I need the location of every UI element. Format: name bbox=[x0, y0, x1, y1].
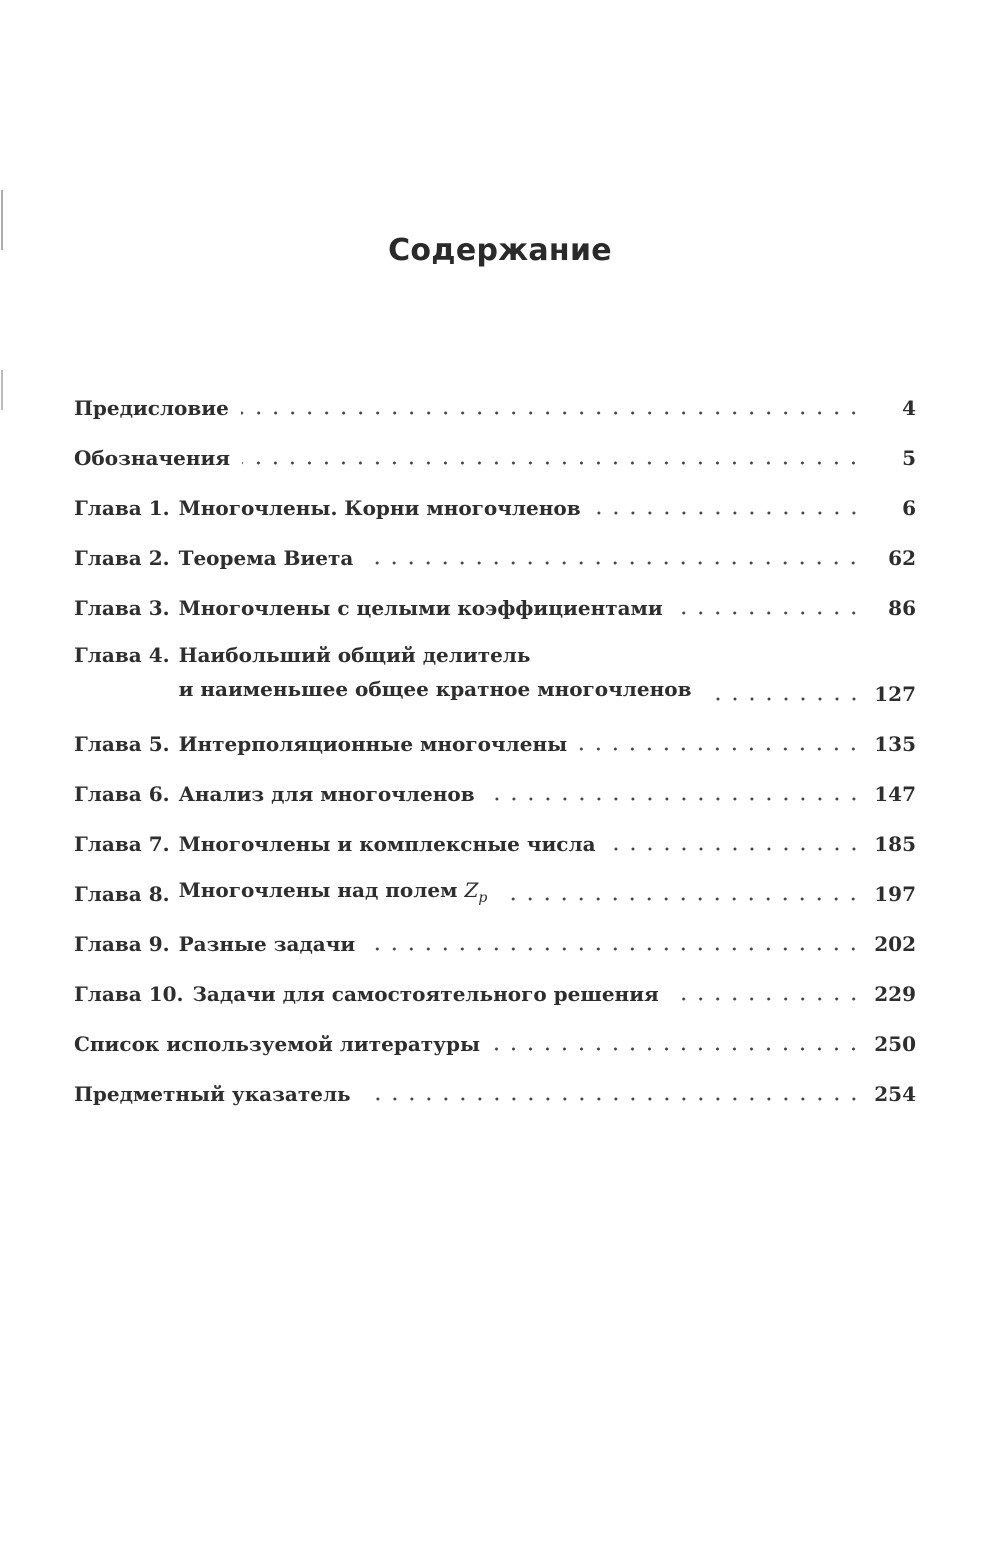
field-symbol-subscript: p bbox=[478, 890, 488, 906]
dot-leader bbox=[593, 496, 862, 516]
toc-entry-chapter-3[interactable] bbox=[74, 570, 916, 620]
toc-entry-chapter-10[interactable] bbox=[74, 956, 916, 1006]
toc-entry-title-line-1: Наибольший общий делитель bbox=[178, 643, 531, 667]
dot-leader bbox=[241, 396, 862, 416]
chapter-label: Глава 3. bbox=[74, 596, 170, 620]
toc-entry-title: Анализ для многочленов bbox=[178, 782, 475, 806]
dot-leader bbox=[499, 882, 862, 902]
dot-leader bbox=[608, 832, 862, 852]
dot-leader bbox=[242, 446, 862, 466]
toc-page-number: 4 bbox=[902, 396, 916, 420]
toc-entry-title: Теорема Виета bbox=[178, 546, 354, 570]
dot-leader bbox=[367, 932, 862, 952]
toc-page-number: 254 bbox=[874, 1082, 916, 1106]
toc-entry-bibliography[interactable] bbox=[74, 1006, 916, 1056]
toc-page-number: 202 bbox=[874, 932, 916, 956]
field-symbol bbox=[464, 878, 488, 906]
toc-entry-title: Задачи для самостоятельного решения bbox=[192, 982, 659, 1006]
toc-entry-chapter-9[interactable] bbox=[74, 906, 916, 956]
chapter-label: Глава 8. bbox=[74, 882, 170, 906]
toc-page-number: 197 bbox=[874, 882, 916, 906]
chapter-label: Глава 4. bbox=[74, 643, 170, 667]
toc-entry-notation[interactable] bbox=[74, 420, 916, 470]
toc-entry-preface[interactable] bbox=[74, 370, 916, 420]
field-symbol-base: Z bbox=[464, 878, 479, 902]
toc-page-number: 6 bbox=[902, 496, 916, 520]
page-title: Содержание bbox=[388, 233, 612, 268]
toc-entry-title bbox=[179, 878, 488, 906]
toc-page-number: 86 bbox=[888, 596, 916, 620]
chapter-label: Глава 5. bbox=[74, 732, 170, 756]
toc-entry-title: Обозначения bbox=[74, 446, 231, 470]
dot-leader bbox=[675, 596, 862, 616]
toc-entry-title-line-2: и наименьшее общее кратное многочленов bbox=[178, 677, 692, 701]
toc-entry-title: Предметный указатель bbox=[74, 1082, 351, 1106]
toc-page-number: 147 bbox=[874, 782, 916, 806]
toc-entry-index[interactable] bbox=[74, 1056, 916, 1106]
toc-entry-chapter-7[interactable] bbox=[74, 806, 916, 856]
toc-entry-chapter-8[interactable] bbox=[74, 856, 916, 906]
dot-leader bbox=[671, 982, 862, 1002]
dot-leader bbox=[487, 782, 862, 802]
dot-leader bbox=[704, 682, 863, 702]
dot-leader bbox=[365, 546, 862, 566]
chapter-label: Глава 9. bbox=[74, 932, 170, 956]
toc-page-number: 229 bbox=[874, 982, 916, 1006]
chapter-label: Глава 6. bbox=[74, 782, 170, 806]
toc-entry-chapter-6[interactable] bbox=[74, 756, 916, 806]
toc-page-number: 185 bbox=[874, 832, 916, 856]
dot-leader bbox=[363, 1082, 862, 1102]
toc-entry-chapter-1[interactable] bbox=[74, 470, 916, 520]
dot-leader bbox=[579, 732, 862, 752]
dot-leader bbox=[492, 1032, 862, 1052]
chapter-label: Глава 10. bbox=[74, 982, 184, 1006]
chapter-label: Глава 7. bbox=[74, 832, 170, 856]
toc-entry-title: Интерполяционные многочлены bbox=[178, 732, 568, 756]
toc-entry-title: Предисловие bbox=[74, 396, 229, 420]
toc-page-number: 127 bbox=[874, 682, 916, 706]
toc-entry-title: Многочлены. Корни многочленов bbox=[178, 496, 581, 520]
toc-page-number: 62 bbox=[888, 546, 916, 570]
toc-entry-title: Многочлены с целыми коэффициентами bbox=[178, 596, 663, 620]
chapter-label: Глава 2. bbox=[74, 546, 170, 570]
toc-page-number: 250 bbox=[874, 1032, 916, 1056]
toc-entry-chapter-4[interactable] bbox=[74, 620, 916, 706]
toc-entry-chapter-2[interactable] bbox=[74, 520, 916, 570]
chapter-label: Глава 1. bbox=[74, 496, 170, 520]
toc-entry-title: Многочлены и комплексные числа bbox=[178, 832, 596, 856]
toc-entry-title-text: Многочлены над полем bbox=[178, 878, 458, 902]
toc-page-number: 5 bbox=[902, 446, 916, 470]
toc-entry-title: Разные задачи bbox=[178, 932, 356, 956]
toc-page-number: 135 bbox=[874, 732, 916, 756]
toc-entry-chapter-5[interactable] bbox=[74, 706, 916, 756]
toc-entry-title bbox=[179, 638, 692, 706]
table-of-contents bbox=[74, 370, 916, 1106]
toc-entry-title: Список используемой литературы bbox=[74, 1032, 481, 1056]
